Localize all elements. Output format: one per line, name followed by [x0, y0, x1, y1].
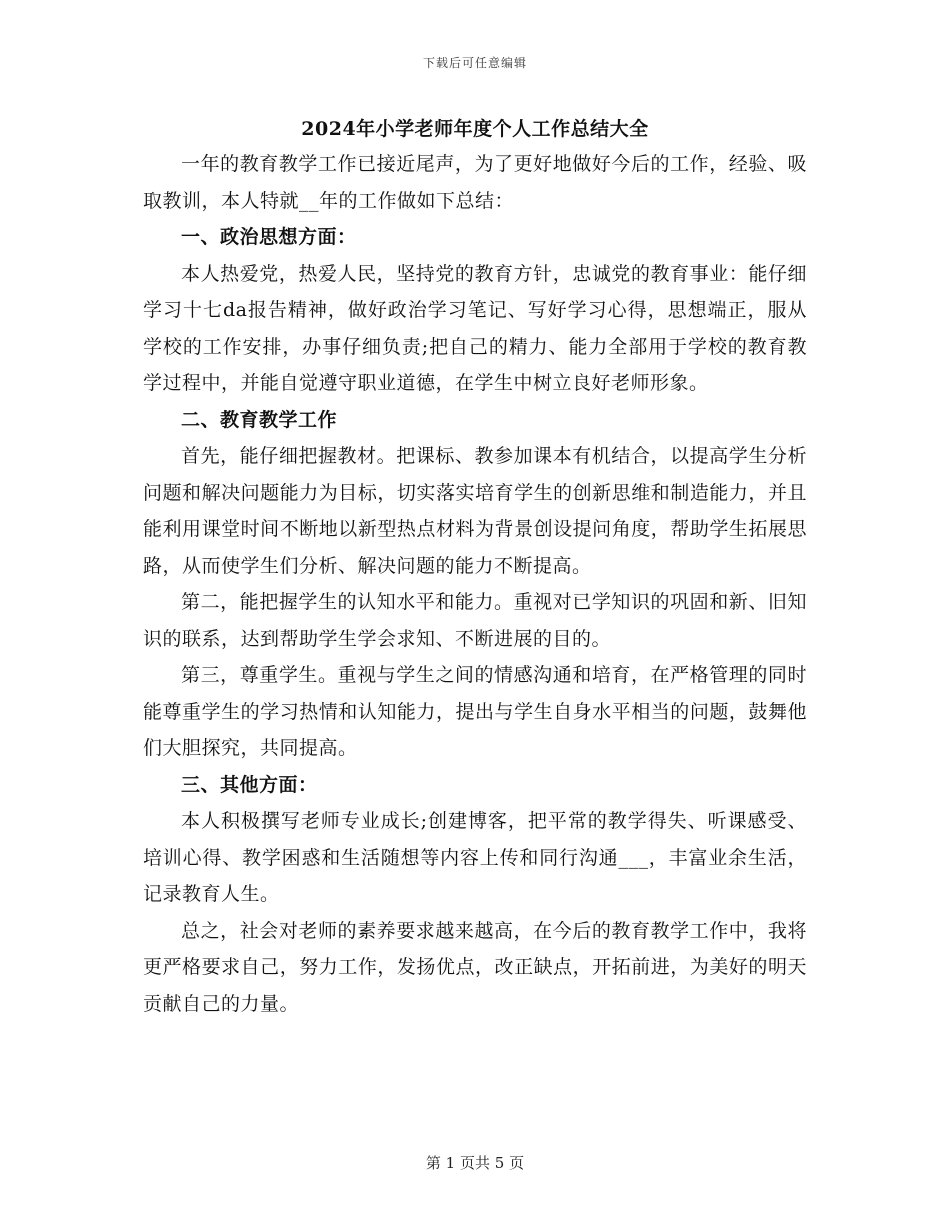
teaching-paragraph-2: 第二，能把握学生的认知水平和能力。重视对已学知识的巩固和新、旧知识的联系，达到帮助学生学会求知、不断进展的目的。: [143, 591, 807, 650]
other-paragraph: 本人积极撰写老师专业成长;创建博客，把平常的教学得失、听课感受、培训心得、教学困惑和生活随想等内容上传和同行沟通___，丰富业余生活，记录教育人生。: [143, 810, 807, 905]
conclusion-paragraph: 总之，社会对老师的素养要求越来越高，在今后的教育教学工作中，我将更严格要求自己，努力工作，发扬优点，改正缺点，开拓前进，为美好的明天贡献自己的力量。: [143, 919, 807, 1015]
page-footer: 第 1 页共 5 页: [425, 1154, 525, 1172]
section-heading-other: 三、其他方面：: [181, 773, 318, 796]
politics-paragraph: 本人热爱党，热爱人民，坚持党的教育方针，忠诚党的教育事业：能仔细学习十七da报告精神，做好政治学习笔记、写好学习心得，思想端正，服从学校的工作安排，办事仔细负责;把自己的精力、能力全部用于学校的教育教学过程中，并能自觉遵守职业道德，在学生中树立良好老师形象。: [143, 262, 807, 394]
teaching-paragraph-3: 第三，尊重学生。重视与学生之间的情感沟通和培育，在严格管理的同时能尊重学生的学习热情和认知能力，提出与学生自身水平相当的问题，鼓舞他们大胆探究，共同提高。: [143, 664, 807, 759]
section-heading-politics: 一、政治思想方面：: [181, 226, 357, 248]
header-note: 下载后可任意编辑: [422, 56, 527, 70]
section-heading-teaching: 二、教育教学工作: [181, 408, 338, 431]
document-body: [143, 146, 807, 1022]
intro-paragraph: 一年的教育教学工作已接近尾声，为了更好地做好今后的工作，经验、吸取教训，本人特就__年的工作做如下总结：: [143, 153, 807, 212]
document-title: 2024年小学老师年度个人工作总结大全: [301, 118, 649, 140]
teaching-paragraph-1: 首先，能仔细把握教材。把课标、教参加课本有机结合，以提高学生分析问题和解决问题能力为目标，切实落实培育学生的创新思维和制造能力，并且能利用课堂时间不断地以新型热点材料为背景创设提问角度，帮助学生拓展思路，从而使学生们分析、解决问题的能力不断提高。: [143, 445, 807, 577]
